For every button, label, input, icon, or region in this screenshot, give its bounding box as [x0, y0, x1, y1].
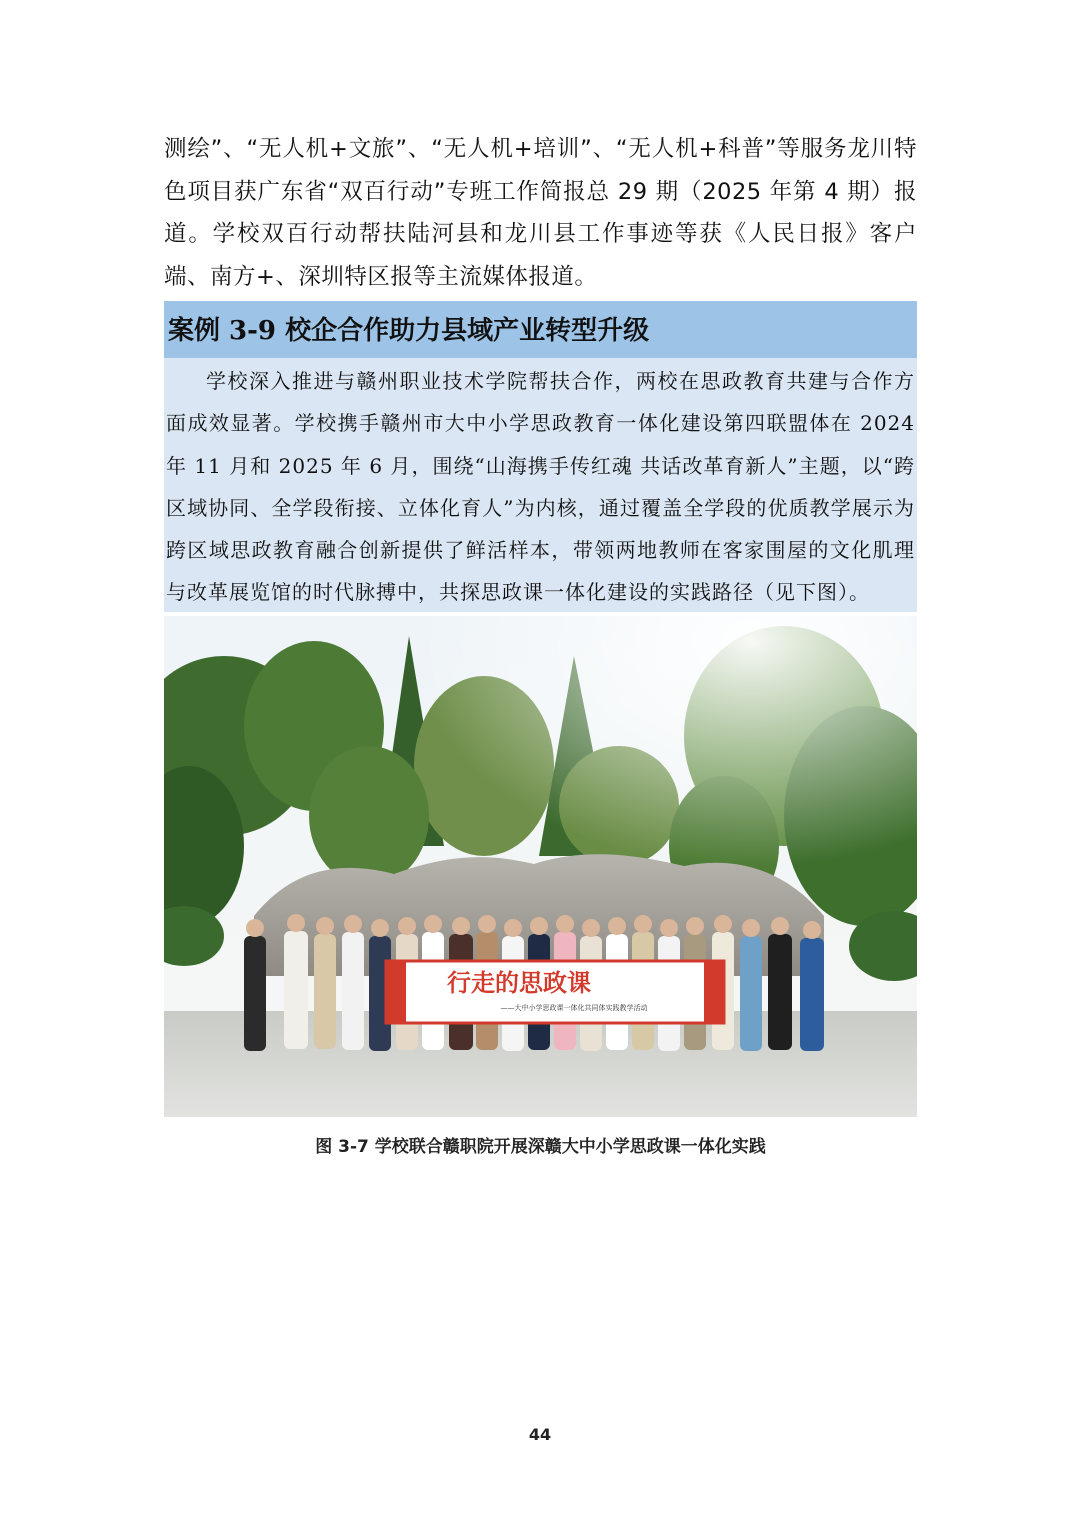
banner-title: 行走的思政课 — [447, 968, 591, 997]
case-body: 学校深入推进与赣州职业技术学院帮扶合作，两校在思政教育共建与合作方面成效显著。学校携手赣州市大中小学思政教育一体化建设第四联盟体在 2024 年 11 月和 2025 年 6 月，围绕“山海携手传红魂 共话改革育新人”主题，以“跨区域协同、全学段衔接、立体化育人”为内核，通过覆盖全学段的优质教学展示为跨区域思政教育融合创新提供了鲜活样本，带领两地教师在客家围屋的文化肌理与改革展览馆的时代脉搏中，共探思政课一体化建设的实践路径（见下图）。 — [164, 358, 917, 612]
figure-caption: 图 3-7 学校联合赣职院开展深赣大中小学思政课一体化实践 — [315, 1137, 766, 1157]
group-photo — [164, 616, 917, 1117]
page-number: 44 — [528, 1425, 552, 1444]
banner-subtitle: ——大中小学思政课一体化共同体实践教学活动 — [500, 1004, 648, 1012]
case-title: 案例 3-9 校企合作助力县域产业转型升级 — [164, 301, 917, 358]
intro-paragraph: 测绘”、“无人机+文旅”、“无人机+培训”、“无人机+科普”等服务龙川特色项目获广东省“双百行动”专班工作简报总 29 期（2025 年第 4 期）报道。学校双百行动帮扶陆河县和龙川县工作事迹等获《人民日报》客户端、南方+、深圳特区报等主流媒体报道。 — [164, 136, 917, 290]
